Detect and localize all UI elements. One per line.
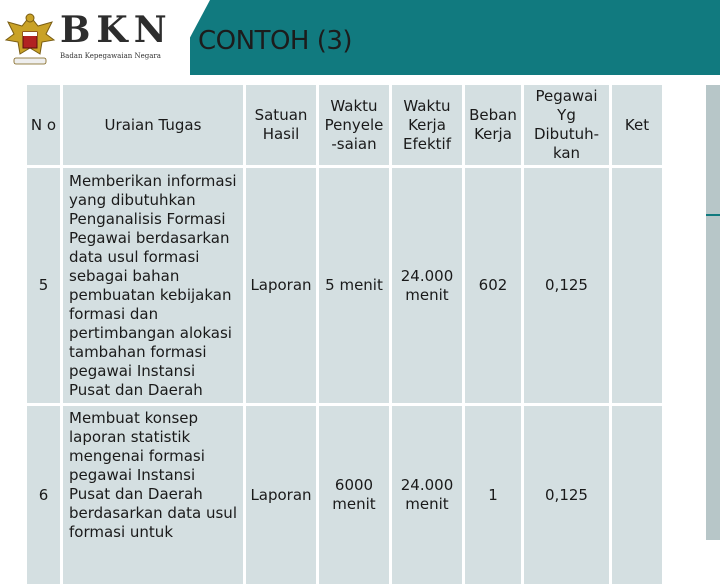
header-satuan: Satuan Hasil bbox=[246, 85, 316, 165]
header-beban: Beban Kerja bbox=[465, 85, 521, 165]
header-ket: Ket bbox=[612, 85, 662, 165]
cell-uraian: Membuat konsep laporan statistik mengenai formasi pegawai Instansi Pusat dan Daerah berdasarkan data usul formasi untuk bbox=[63, 406, 243, 584]
table-header-row bbox=[27, 85, 662, 165]
cell-waktu-efektif: 24.000 menit bbox=[392, 168, 462, 403]
logo-text: BKN bbox=[60, 9, 173, 51]
page-title: CONTOH (3) bbox=[198, 26, 353, 56]
cell-pegawai: 0,125 bbox=[524, 168, 609, 403]
workload-table bbox=[24, 82, 665, 587]
header-pegawai: Pegawai Yg Dibutuh- kan bbox=[524, 85, 609, 165]
cell-waktu-penyelesaian: 5 menit bbox=[319, 168, 389, 403]
header-waktu-penyelesaian: Waktu Penyele -saian bbox=[319, 85, 389, 165]
cell-satuan: Laporan bbox=[246, 168, 316, 403]
cell-no: 5 bbox=[27, 168, 60, 403]
side-tick bbox=[706, 214, 720, 216]
cell-beban: 602 bbox=[465, 168, 521, 403]
header-waktu-efektif: Waktu Kerja Efektif bbox=[392, 85, 462, 165]
cell-no: 6 bbox=[27, 406, 60, 584]
cell-satuan: Laporan bbox=[246, 406, 316, 584]
cell-ket bbox=[612, 168, 662, 403]
cell-pegawai: 0,125 bbox=[524, 406, 609, 584]
cell-waktu-penyelesaian: 6000 menit bbox=[319, 406, 389, 584]
cell-beban: 1 bbox=[465, 406, 521, 584]
table-row bbox=[27, 406, 662, 584]
garuda-emblem-icon bbox=[2, 10, 58, 68]
cell-uraian: Memberikan informasi yang dibutuhkan Penganalisis Formasi Pegawai berdasarkan data usul formasi sebagai bahan pembuatan kebijakan formasi dan pertimbangan alokasi tambahan formasi pegawai Instansi Pusat dan Daerah bbox=[63, 168, 243, 403]
table-row bbox=[27, 168, 662, 403]
cell-ket bbox=[612, 406, 662, 584]
header-uraian: Uraian Tugas bbox=[63, 85, 243, 165]
side-decoration bbox=[706, 85, 720, 540]
logo-area bbox=[0, 0, 190, 75]
logo-subtitle: Badan Kepegawaian Negara bbox=[60, 52, 161, 60]
cell-waktu-efektif: 24.000 menit bbox=[392, 406, 462, 584]
header-no: N o bbox=[27, 85, 60, 165]
